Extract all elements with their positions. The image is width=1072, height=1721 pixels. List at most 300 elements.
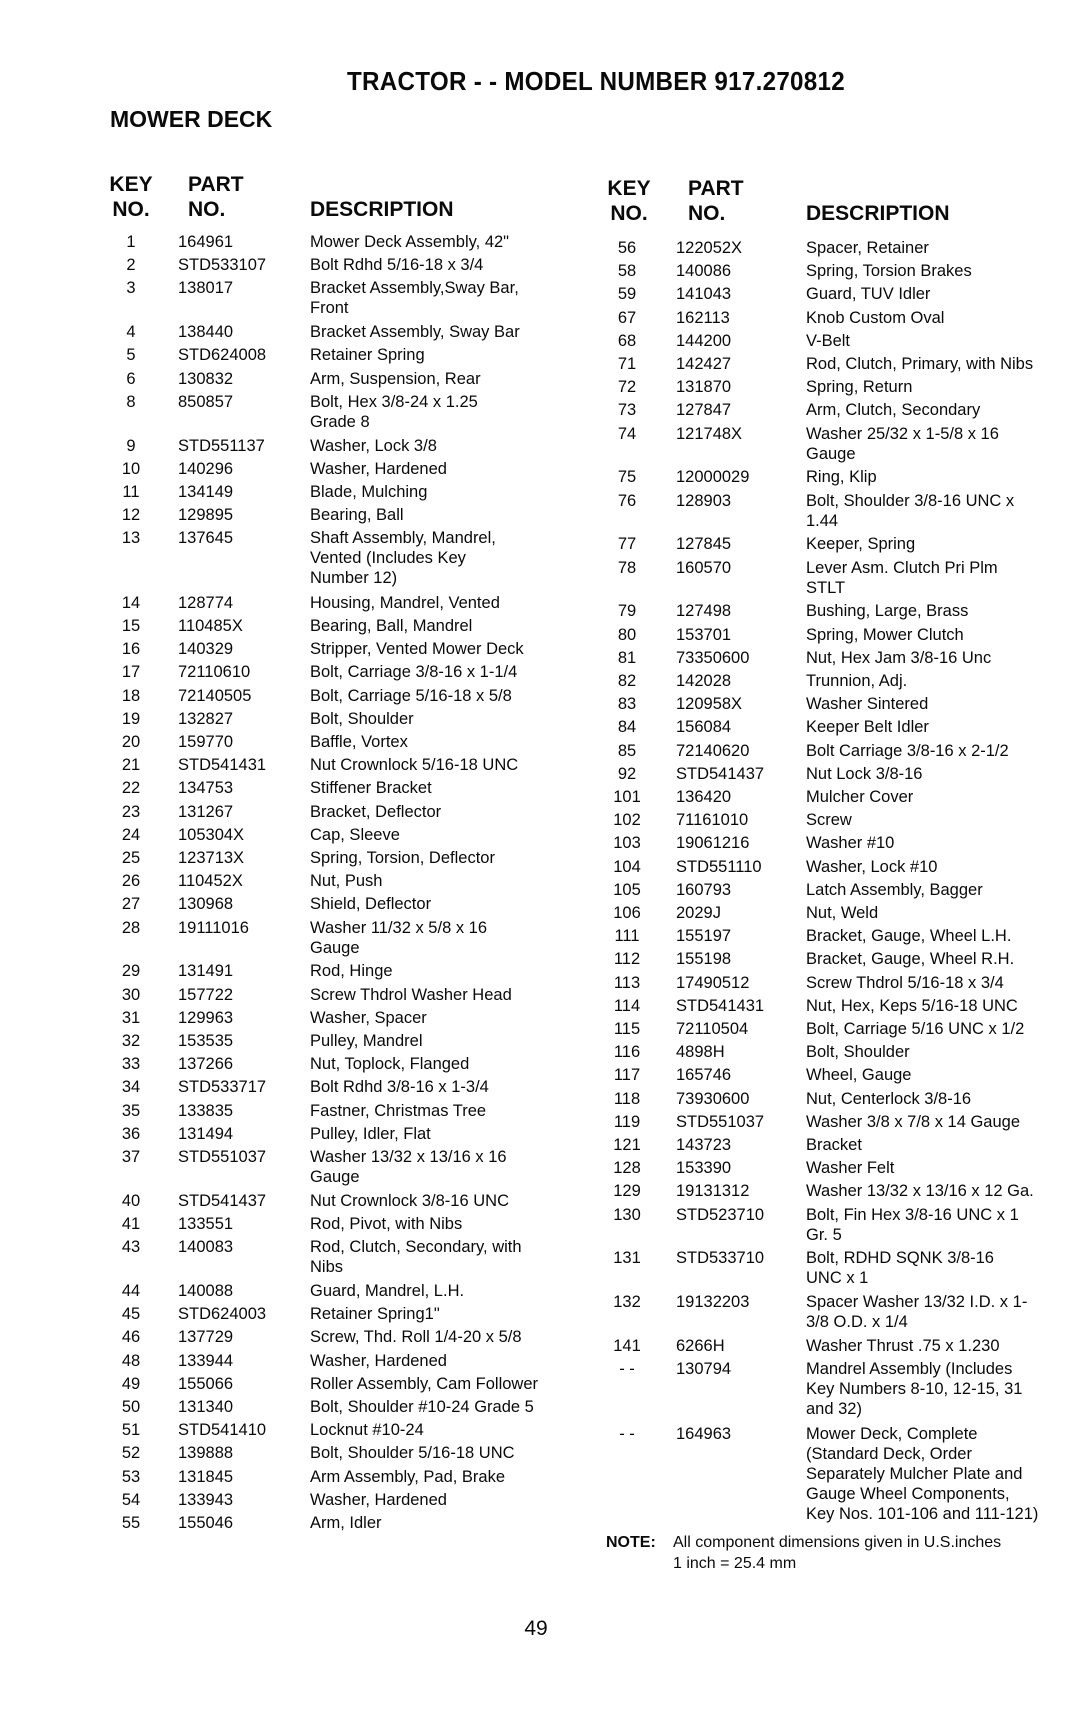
key-no: 112 — [613, 950, 641, 969]
part-no: 155066 — [178, 1374, 234, 1393]
description: Nut Crownlock 5/16-18 UNC — [310, 756, 519, 775]
part-no-header — [188, 172, 244, 222]
description: Bearing, Ball — [310, 506, 404, 525]
key-no: 128 — [613, 1159, 641, 1178]
description: Spring, Return — [806, 378, 913, 397]
part-no: 139888 — [178, 1444, 234, 1463]
description: Nut, Centerlock 3/8-16 — [806, 1089, 972, 1108]
key-no: 141 — [613, 1337, 641, 1355]
part-no: 110485X — [178, 617, 243, 635]
description: Bracket, Deflector — [310, 802, 442, 821]
part-no: STD533107 — [178, 256, 267, 275]
key-no: 56 — [617, 239, 637, 257]
description: Spacer Washer 13/32 I.D. x 1- 3/8 O.D. x 1/4 — [806, 1293, 1028, 1332]
description: Washer, Hardened — [310, 1490, 447, 1509]
key-no: 33 — [121, 1055, 141, 1074]
key-no: 73 — [617, 401, 637, 420]
description: Arm, Suspension, Rear — [310, 369, 481, 388]
description: Washer, Hardened — [310, 459, 447, 478]
key-no: 49 — [121, 1374, 141, 1393]
part-no: 17490512 — [676, 973, 750, 992]
part-no: 131494 — [178, 1124, 234, 1143]
key-no: 74 — [617, 424, 637, 443]
key-no: 4 — [126, 323, 136, 342]
key-no: 78 — [617, 558, 637, 577]
key-no: 111 — [614, 927, 640, 946]
key-no: 132 — [613, 1293, 641, 1312]
description: Baffle, Vortex — [310, 733, 408, 751]
description: Screw Thdrol Washer Head — [310, 985, 512, 1004]
key-no: 18 — [121, 686, 141, 705]
part-no: 72110610 — [178, 663, 251, 682]
description: Lever Asm. Clutch Pri Plm STLT — [806, 558, 998, 597]
part-no: 165746 — [676, 1066, 732, 1085]
description: Screw, Thd. Roll 1/4-20 x 5/8 — [310, 1328, 522, 1347]
description: Nut Crownlock 3/8-16 UNC — [310, 1191, 509, 1210]
key-no: 113 — [613, 973, 641, 992]
part-no: 19132203 — [676, 1293, 750, 1312]
part-no: 142028 — [676, 672, 732, 690]
description: Bolt, Shoulder #10-24 Grade 5 — [310, 1398, 534, 1416]
part-no: 110452X — [178, 872, 243, 891]
description: Nut, Hex Jam 3/8-16 Unc — [806, 648, 992, 667]
key-no: 21 — [121, 756, 141, 775]
description: Nut, Weld — [806, 904, 879, 922]
part-no: 131870 — [676, 378, 732, 397]
description: Washer Felt — [806, 1159, 895, 1178]
part-no: 72110504 — [676, 1020, 749, 1038]
key-no: 20 — [121, 733, 141, 751]
description: Rod, Clutch, Secondary, with Nibs — [310, 1238, 522, 1277]
key-header-line2: NO. — [112, 198, 150, 221]
part-no: STD541437 — [178, 1191, 267, 1210]
part-no: STD551110 — [676, 857, 762, 876]
key-no: 79 — [617, 602, 637, 621]
key-no: 32 — [121, 1032, 141, 1050]
part-no: 138440 — [178, 323, 234, 342]
key-no: 67 — [617, 308, 637, 327]
part-no: 162113 — [676, 308, 730, 327]
part-no: 132827 — [178, 709, 234, 728]
description: Bolt Rdhd 3/8-16 x 1-3/4 — [310, 1078, 489, 1097]
part-no: 73930600 — [676, 1089, 750, 1108]
key-no: 80 — [617, 625, 637, 644]
part-no: 130968 — [178, 895, 234, 914]
key-no: 54 — [121, 1490, 141, 1509]
key-no: 104 — [613, 857, 641, 876]
part-no: STD523710 — [676, 1205, 765, 1224]
description-header: DESCRIPTION — [310, 198, 454, 221]
key-no: 85 — [617, 741, 637, 760]
key-no: 77 — [617, 535, 637, 554]
part-no: STD551037 — [178, 1148, 267, 1166]
key-no: 46 — [121, 1328, 141, 1347]
part-no: 72140505 — [178, 686, 252, 705]
part-no: 19061216 — [676, 834, 750, 853]
part-no: 164961 — [178, 233, 234, 251]
part-no: 19131312 — [676, 1182, 750, 1201]
part-no: 144200 — [676, 331, 732, 350]
description: Pulley, Mandrel — [310, 1032, 423, 1050]
part-no: 134753 — [178, 779, 234, 798]
key-no: 3 — [126, 279, 136, 298]
description: Roller Assembly, Cam Follower — [310, 1374, 539, 1393]
description: Fastner, Christmas Tree — [310, 1101, 487, 1120]
description: Bolt, Carriage 5/16 UNC x 1/2 — [806, 1020, 1025, 1038]
description: Keeper, Spring — [806, 535, 916, 554]
key-no: 28 — [121, 918, 141, 937]
key-no: 6 — [126, 369, 136, 388]
description: Shield, Deflector — [310, 895, 432, 914]
description: Bolt, RDHD SQNK 3/8-16 UNC x 1 — [806, 1249, 994, 1288]
description: Ring, Klip — [806, 468, 877, 487]
key-no: 71 — [617, 355, 637, 373]
description: Washer 25/32 x 1-5/8 x 16 Gauge — [806, 424, 999, 463]
description: Bolt, Fin Hex 3/8-16 UNC x 1 Gr. 5 — [806, 1205, 1019, 1244]
description: Rod, Pivot, with Nibs — [310, 1215, 463, 1233]
key-no: 92 — [617, 764, 637, 783]
description: Stripper, Vented Mower Deck — [310, 640, 524, 659]
description: Bolt, Shoulder — [806, 1043, 910, 1062]
note-line2: 1 inch = 25.4 mm — [673, 1555, 797, 1572]
description: Arm, Clutch, Secondary — [806, 401, 981, 420]
key-header-line1: KEY — [607, 177, 651, 200]
key-no: 16 — [121, 640, 141, 659]
key-no: 30 — [121, 985, 141, 1004]
description: Pulley, Idler, Flat — [310, 1124, 431, 1143]
description: Keeper Belt Idler — [806, 718, 929, 737]
key-no: 68 — [617, 331, 637, 350]
key-no: 8 — [126, 392, 136, 411]
part-no: 128774 — [178, 593, 234, 612]
key-no: 35 — [121, 1101, 141, 1120]
description: Nut, Hex, Keps 5/16-18 UNC — [806, 996, 1018, 1015]
part-no: 129895 — [178, 506, 234, 525]
part-no: 155197 — [676, 927, 732, 946]
description: Nut Lock 3/8-16 — [806, 764, 923, 783]
description: Washer 13/32 x 13/16 x 12 Ga. — [806, 1182, 1034, 1201]
key-no: 27 — [121, 895, 141, 914]
key-no: 45 — [121, 1305, 141, 1324]
note-line1: All component dimensions given in U.S.inches — [673, 1534, 1002, 1551]
description: Washer 11/32 x 5/8 x 16 Gauge — [310, 918, 488, 957]
description: Mulcher Cover — [806, 788, 914, 806]
key-no: 130 — [613, 1205, 641, 1224]
key-no: 31 — [121, 1008, 141, 1027]
description: Bolt Rdhd 5/16-18 x 3/4 — [310, 256, 484, 275]
description: Guard, TUV Idler — [806, 285, 931, 304]
key-no: 53 — [121, 1467, 141, 1486]
key-no: 119 — [613, 1112, 641, 1131]
part-no: 140088 — [178, 1282, 234, 1300]
part-no: STD533717 — [178, 1078, 267, 1097]
key-no: 11 — [122, 483, 140, 501]
key-no: 103 — [613, 834, 641, 853]
part-no: 157722 — [178, 985, 234, 1004]
part-no: 133835 — [178, 1101, 234, 1120]
key-no: 115 — [613, 1020, 641, 1038]
part-no: STD551137 — [178, 436, 265, 455]
description: Bolt, Shoulder 5/16-18 UNC — [310, 1444, 515, 1463]
part-no: 850857 — [178, 392, 234, 411]
part-no: 130794 — [676, 1360, 732, 1379]
description: Wheel, Gauge — [806, 1066, 912, 1085]
key-no: 102 — [613, 811, 641, 830]
key-no: 14 — [121, 593, 141, 612]
description: Washer Sintered — [806, 695, 929, 714]
part-no: 131340 — [178, 1398, 234, 1416]
part-no: 127847 — [676, 401, 732, 420]
part-no: 71161010 — [676, 811, 749, 830]
key-no: 121 — [613, 1136, 641, 1154]
key-no: - - — [619, 1360, 635, 1379]
description: Spacer, Retainer — [806, 239, 929, 257]
description: Bushing, Large, Brass — [806, 602, 969, 621]
part-no: 160570 — [676, 558, 732, 577]
part-no: 153535 — [178, 1032, 234, 1050]
key-no: 10 — [121, 459, 141, 478]
key-no: 50 — [121, 1398, 141, 1416]
key-no: 19 — [121, 709, 141, 728]
key-no: 40 — [121, 1191, 141, 1210]
part-no: 160793 — [676, 880, 732, 899]
key-no: 1 — [126, 233, 136, 251]
description: Retainer Spring1" — [310, 1305, 440, 1324]
part-no: 105304X — [178, 825, 245, 844]
description: Bracket Assembly,Sway Bar, Front — [310, 279, 519, 318]
key-no: 82 — [617, 672, 637, 690]
part-no: STD541431 — [676, 996, 765, 1015]
part-header-line2: NO. — [688, 202, 726, 225]
part-no: 133943 — [178, 1490, 234, 1509]
description: Washer, Lock 3/8 — [310, 436, 437, 455]
part-no: 73350600 — [676, 648, 750, 667]
key-no: 12 — [121, 506, 141, 525]
description: Spring, Mower Clutch — [806, 625, 964, 644]
part-no: STD541410 — [178, 1421, 267, 1440]
part-no: 140086 — [676, 262, 732, 281]
key-no: 116 — [613, 1043, 641, 1062]
description: Screw Thdrol 5/16-18 x 3/4 — [806, 973, 1004, 992]
page-number: 49 — [524, 1617, 548, 1640]
key-no: 55 — [121, 1514, 141, 1532]
part-no: 128903 — [676, 491, 732, 510]
part-no: STD624003 — [178, 1305, 267, 1324]
part-no: 6266H — [676, 1337, 725, 1355]
description: Washer #10 — [806, 834, 895, 853]
description: Spring, Torsion, Deflector — [310, 849, 495, 867]
key-no: 43 — [121, 1238, 141, 1257]
part-no: 156084 — [676, 718, 732, 737]
description: Bracket, Gauge, Wheel R.H. — [806, 950, 1015, 969]
part-no-header — [688, 176, 744, 226]
key-no: 26 — [121, 872, 141, 891]
key-no: 72 — [617, 378, 637, 397]
description: Housing, Mandrel, Vented — [310, 593, 500, 612]
part-no: 153390 — [676, 1159, 732, 1178]
key-no: 84 — [617, 718, 637, 737]
description: Bracket, Gauge, Wheel L.H. — [806, 927, 1012, 946]
description: Washer Thrust .75 x 1.230 — [806, 1337, 1000, 1355]
key-no: 22 — [121, 779, 141, 798]
part-no: 131267 — [178, 802, 234, 821]
part-no: 155046 — [178, 1514, 234, 1532]
description: Mandrel Assembly (Includes Key Numbers 8-10, 12-15, 31 and 32) — [806, 1360, 1023, 1419]
description: Washer 13/32 x 13/16 x 16 Gauge — [310, 1148, 507, 1186]
part-header-line1: PART — [188, 173, 244, 196]
key-no: 44 — [121, 1282, 141, 1300]
description: Nut, Push — [310, 872, 383, 891]
description: Washer, Spacer — [310, 1008, 427, 1027]
key-no: 101 — [613, 788, 641, 806]
part-no: 123713X — [178, 849, 245, 867]
part-no: STD551037 — [676, 1112, 765, 1131]
part-no: 120958X — [676, 695, 743, 714]
description: Washer 3/8 x 7/8 x 14 Gauge — [806, 1112, 1021, 1131]
part-no: 159770 — [178, 733, 234, 751]
key-no: 59 — [617, 285, 637, 304]
key-no: 52 — [121, 1444, 141, 1463]
part-no: 155198 — [676, 950, 732, 969]
key-no: 23 — [121, 802, 141, 821]
part-no: 131845 — [178, 1467, 234, 1486]
key-no: 15 — [121, 617, 141, 635]
key-no: 29 — [121, 962, 141, 981]
description: Stiffener Bracket — [310, 779, 432, 798]
description: Rod, Hinge — [310, 962, 393, 981]
description: V-Belt — [806, 331, 851, 350]
part-no: 140296 — [178, 459, 234, 478]
part-no: STD533710 — [676, 1249, 765, 1268]
part-no: 129963 — [178, 1008, 234, 1027]
part-no: 137266 — [178, 1055, 234, 1074]
part-no: 19111016 — [178, 918, 249, 937]
description: Retainer Spring — [310, 346, 425, 365]
key-no: 106 — [613, 904, 641, 922]
description: Spring, Torsion Brakes — [806, 262, 972, 281]
description: Bolt Carriage 3/8-16 x 2-1/2 — [806, 741, 1009, 760]
key-no: 131 — [613, 1249, 641, 1268]
key-no: 129 — [613, 1182, 641, 1201]
part-no: 140083 — [178, 1238, 234, 1257]
key-no: 117 — [613, 1066, 641, 1085]
description: Bracket — [806, 1136, 862, 1154]
description: Latch Assembly, Bagger — [806, 880, 983, 899]
description: Bearing, Ball, Mandrel — [310, 617, 473, 635]
key-no: 5 — [126, 346, 136, 365]
description: Washer, Lock #10 — [806, 857, 938, 876]
description: Knob Custom Oval — [806, 308, 945, 327]
description: Bolt, Shoulder 3/8-16 UNC x 1.44 — [806, 491, 1015, 530]
key-no: - - — [619, 1424, 635, 1443]
key-no: 34 — [121, 1078, 141, 1097]
part-header-line2: NO. — [188, 198, 226, 221]
description: Washer, Hardened — [310, 1351, 447, 1370]
key-header-line1: KEY — [109, 173, 153, 196]
key-no: 37 — [121, 1148, 141, 1166]
page-title: TRACTOR - - MODEL NUMBER 917.270812 — [347, 66, 845, 96]
description: Mower Deck Assembly, 42" — [310, 233, 510, 251]
part-no: 131491 — [178, 962, 234, 981]
key-no: 36 — [121, 1124, 141, 1143]
section-title: MOWER DECK — [110, 106, 273, 132]
key-no-header — [108, 172, 154, 222]
part-no: 122052X — [676, 239, 743, 257]
description: Bolt, Shoulder — [310, 709, 414, 728]
part-no: 141043 — [676, 285, 732, 304]
key-no: 17 — [121, 663, 141, 682]
description: Shaft Assembly, Mandrel, Vented (Includes Key Number 12) — [310, 529, 496, 588]
key-no: 24 — [121, 825, 141, 844]
key-no: 25 — [121, 849, 141, 867]
part-no: 137645 — [178, 529, 234, 548]
key-no: 81 — [617, 648, 637, 667]
part-no: 164963 — [676, 1424, 732, 1443]
note-label: NOTE: — [606, 1534, 656, 1551]
key-no: 48 — [121, 1351, 141, 1370]
description: Mower Deck, Complete (Standard Deck, Order Separately Mulcher Plate and Gauge Wheel Components, Key Nos. 101-106 and 111-121) — [806, 1424, 1039, 1523]
key-no: 76 — [617, 491, 637, 510]
part-no: 134149 — [178, 483, 234, 501]
description: Blade, Mulching — [310, 483, 428, 501]
part-no: 136420 — [676, 788, 732, 806]
key-no-header — [606, 176, 652, 226]
part-no: STD541431 — [178, 756, 267, 775]
description: Rod, Clutch, Primary, with Nibs — [806, 355, 1034, 373]
part-no: 140329 — [178, 640, 234, 659]
description: Bolt, Carriage 5/16-18 x 5/8 — [310, 686, 512, 705]
dimension-note — [606, 1532, 1002, 1572]
key-no: 9 — [126, 436, 136, 455]
description-header: DESCRIPTION — [806, 202, 950, 225]
part-no: 2029J — [676, 904, 721, 922]
part-no: 133551 — [178, 1215, 234, 1233]
key-no: 51 — [121, 1421, 141, 1440]
key-no: 105 — [613, 880, 641, 899]
description: Arm, Idler — [310, 1514, 382, 1532]
part-no: 153701 — [676, 625, 732, 644]
key-no: 41 — [121, 1215, 141, 1233]
part-no: 133944 — [178, 1351, 234, 1370]
part-no: 137729 — [178, 1328, 234, 1347]
description: Guard, Mandrel, L.H. — [310, 1282, 465, 1300]
part-header-line1: PART — [688, 177, 744, 200]
part-no: 138017 — [178, 279, 234, 298]
key-no: 2 — [126, 256, 136, 275]
description: Screw — [806, 811, 852, 830]
description: Trunnion, Adj. — [806, 672, 908, 690]
part-no: 72140620 — [676, 741, 750, 760]
key-header-line2: NO. — [610, 202, 648, 225]
description: Bolt, Carriage 3/8-16 x 1-1/4 — [310, 663, 518, 682]
key-no: 118 — [613, 1089, 641, 1108]
key-no: 75 — [617, 468, 637, 487]
part-no: STD541437 — [676, 764, 765, 783]
description: Bracket Assembly, Sway Bar — [310, 323, 520, 342]
key-no: 83 — [617, 695, 637, 714]
part-no: 130832 — [178, 369, 234, 388]
description: Nut, Toplock, Flanged — [310, 1055, 470, 1074]
part-no: 127498 — [676, 602, 732, 621]
key-no: 58 — [617, 262, 637, 281]
part-no: 121748X — [676, 424, 743, 443]
description: Locknut #10-24 — [310, 1421, 424, 1440]
part-no: 143723 — [676, 1136, 732, 1154]
part-no: STD624008 — [178, 346, 267, 365]
key-no: 13 — [121, 529, 141, 548]
part-no: 142427 — [676, 355, 732, 373]
part-no: 127845 — [676, 535, 732, 554]
